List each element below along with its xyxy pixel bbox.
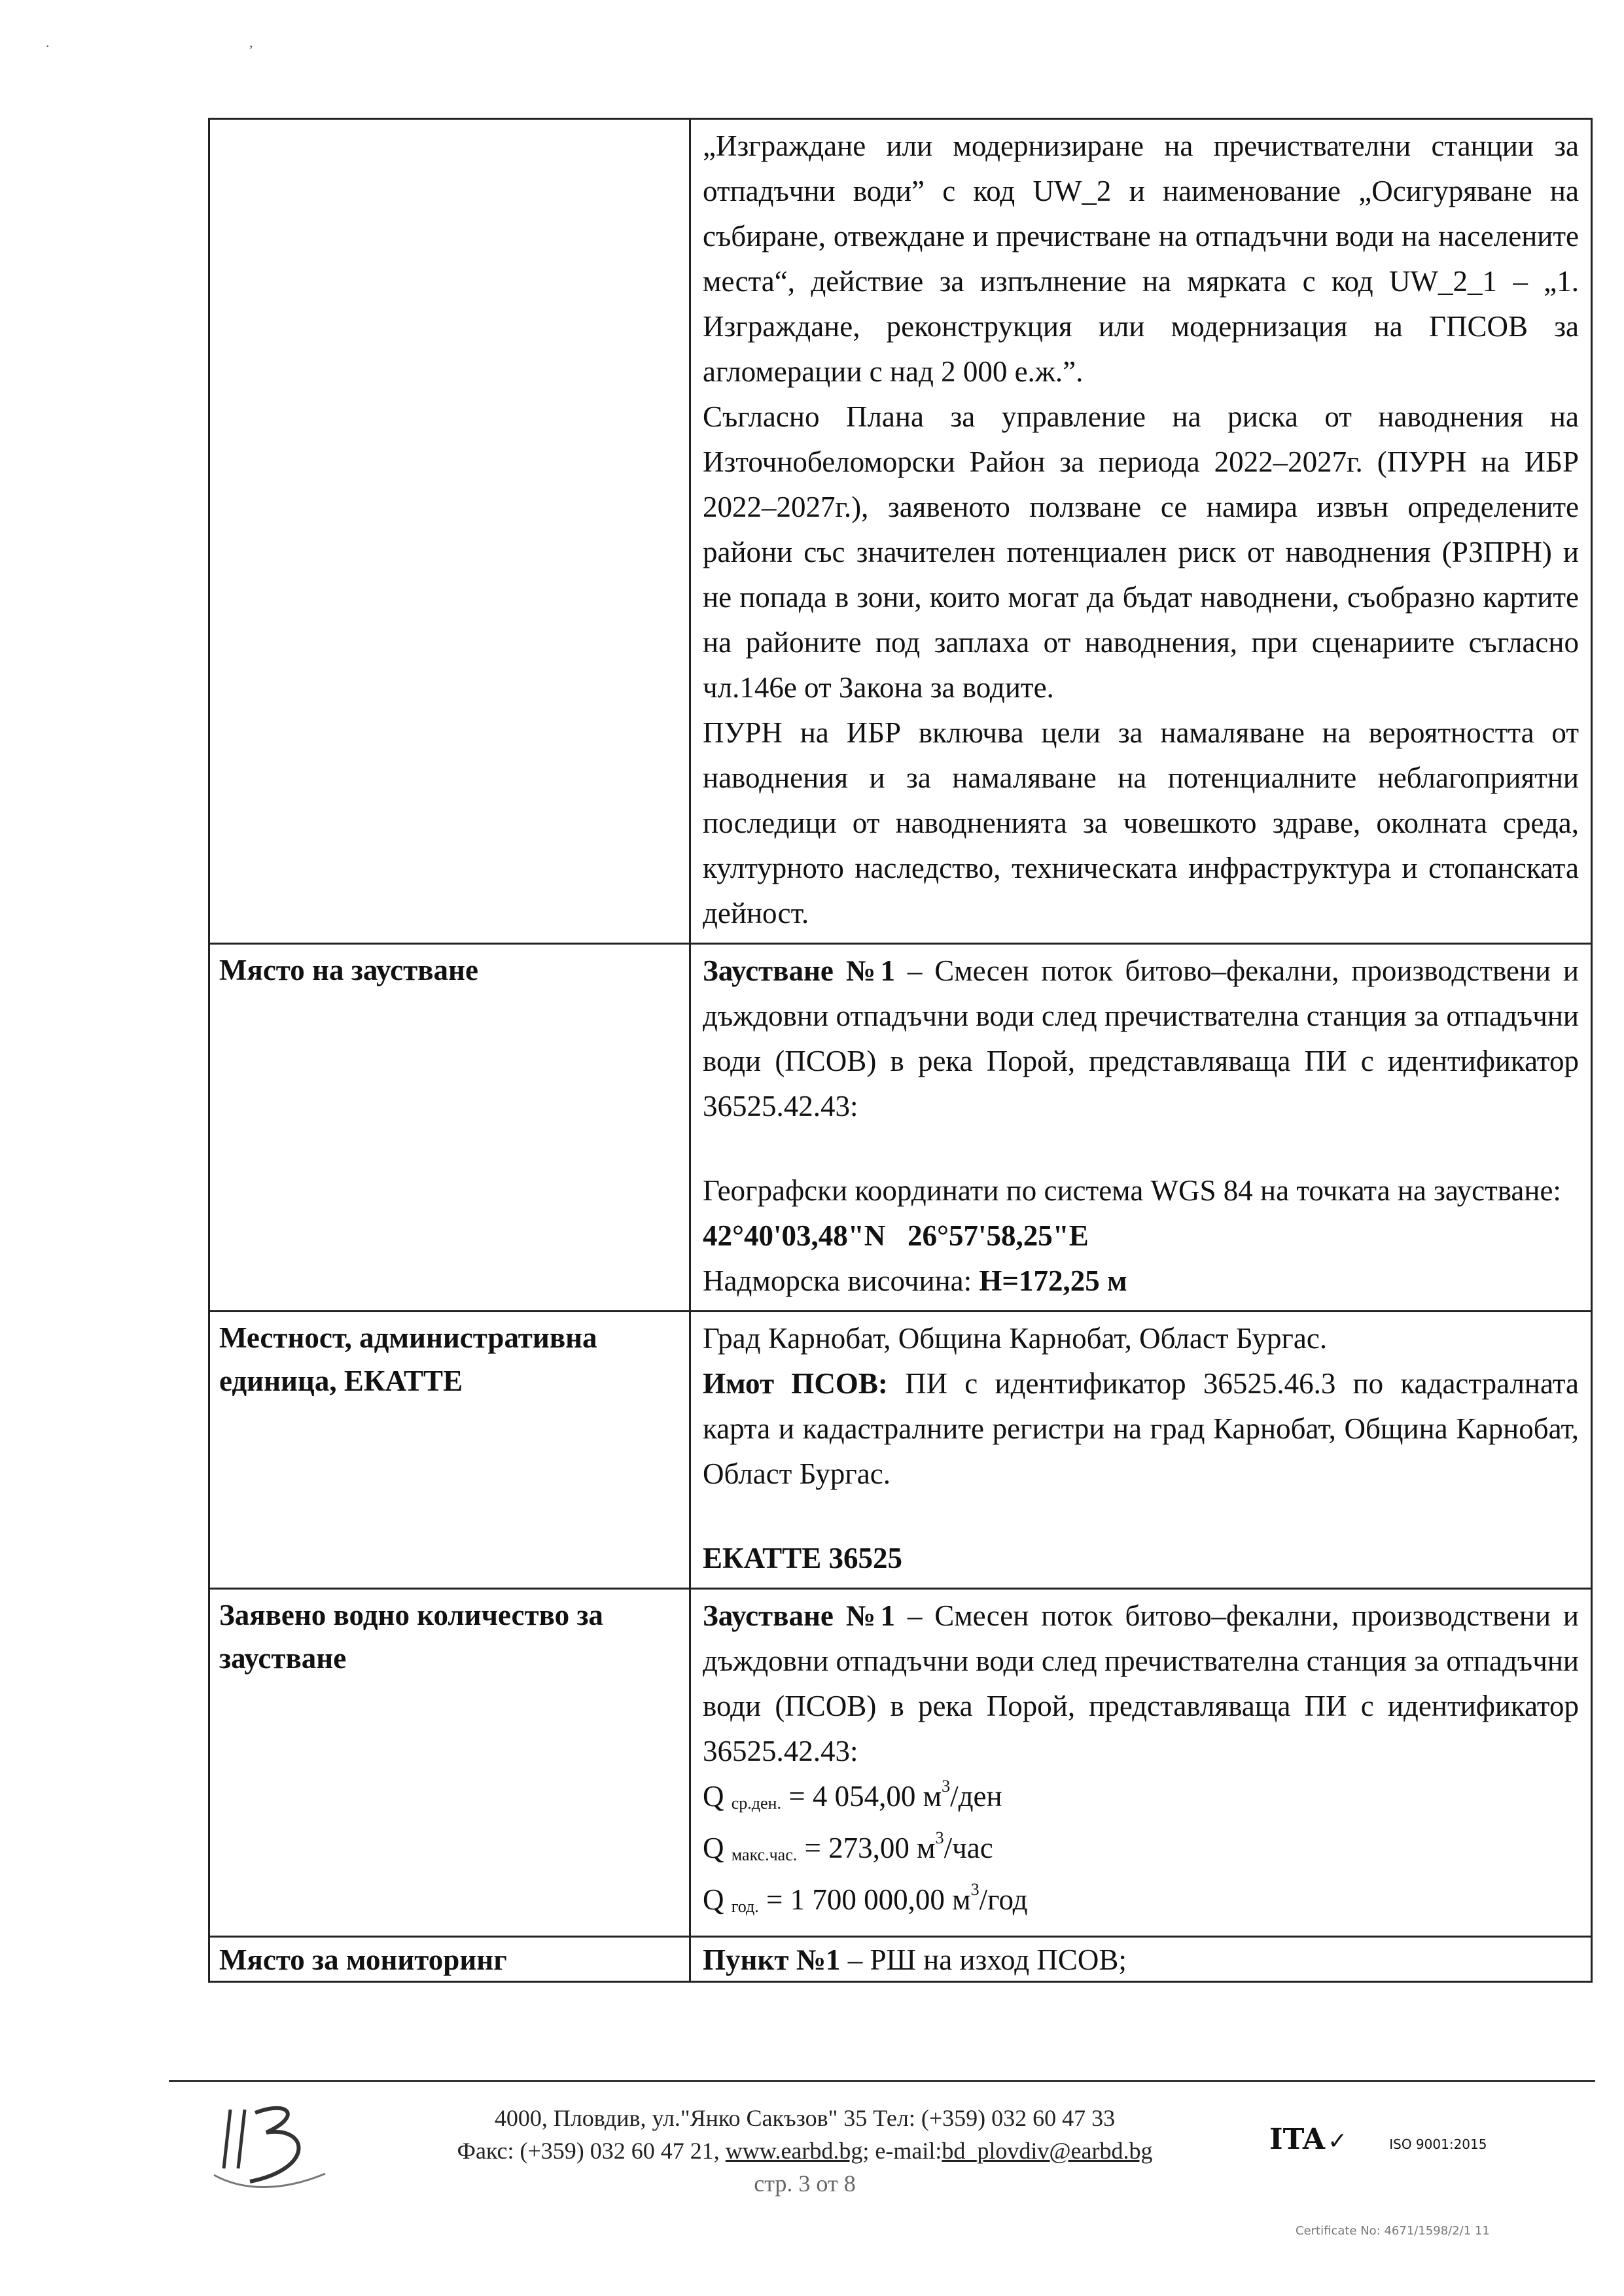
label-discharge-place: Място на заустване <box>209 944 690 1312</box>
certificate-number: Certificate No: 4671/1598/2/1 11 <box>1296 2224 1490 2238</box>
table-row <box>209 119 1592 944</box>
label-monitoring: Място за мониторинг <box>209 1937 690 1982</box>
footer-address: 4000, Пловдив, ул."Янко Сакъзов" 35 Тел: (+359) 032 60 47 33 <box>494 2105 1116 2131</box>
monitoring-point: Пункт №1 <box>703 1943 841 1976</box>
discharge-place-cell <box>690 944 1592 1312</box>
q-annual: Q $_{год.}$ = 1 700 000,00 $м^3$/год <box>703 1880 1028 1916</box>
check-icon: ✓ <box>1328 2128 1348 2154</box>
table-row <box>209 1589 1592 1937</box>
scan-marks: . , <box>46 34 351 50</box>
altitude-value: H=172,25 м <box>979 1264 1127 1297</box>
footer-divider <box>169 2080 1595 2082</box>
q-daily-average: Q $_{ср.ден.}$ = 4 054,00 $м^3$/ден <box>703 1777 1002 1813</box>
label-locality: Местност, административна единица, ЕКАТТЕ <box>209 1312 690 1589</box>
flood-plan-cell <box>690 119 1592 944</box>
q-hourly-max: Q $_{макс.час.}$ = 273,00 $м^3$/час <box>703 1828 993 1864</box>
declared-quantity-cell <box>690 1589 1592 1937</box>
paragraph-measure: „Изграждане или модернизиране на пречиствателни станции за отпадъчни води” с код UW_2 и наименование „Осигуряване на събиране, отвеждане и пречистване на отпадъчни води на населените места“, действие за изпълнение на мярката с код UW_2_1 – „1. Изграждане, реконструкция или модернизация на ГПСОВ за агломерации с над 2 000 е.ж.”. <box>703 130 1579 388</box>
paragraph-flood-goals: ПУРН на ИБР включва цели за намаляване на вероятността от наводнения и за намаляване на потенциалните неблагоприятни последици от наводненията за човешкото здраве, околната среда, културното наследство, техническата инфраструктура и стопанската дейност. <box>703 716 1579 930</box>
discharge-number: Заустване №1 <box>703 1599 896 1632</box>
ekatte-code: ЕКАТТЕ 36525 <box>703 1542 902 1574</box>
locality-cell <box>690 1312 1592 1589</box>
coords-intro: Географски координати по система WGS 84 на точката на заустване: <box>703 1174 1561 1207</box>
coordinates: 42°40'03,48"N 26°57'58,25"E <box>703 1219 1089 1252</box>
quantity-description: Заустване №1 – Смесен поток битово–фекални, производствени и дъждовни отпадъчни води след пречиствателна станция за отпадъчни води (ПСОВ) в река Порой, представляваща ПИ с идентификатор 36525.42.43: <box>703 1599 1579 1767</box>
monitoring-cell: Пункт №1 – РШ на изход ПСОВ; <box>690 1937 1592 1982</box>
empty-label-cell <box>209 119 690 944</box>
property-description: Имот ПСОВ: ПИ с идентификатор 36525.46.3 по кадастралната карта и кадастралните регистри на град Карнобат, Община Карнобат, Област Бургас. <box>703 1367 1580 1490</box>
footer-contacts <box>366 2102 1243 2200</box>
label-declared-quantity: Заявено водно количество за заустване <box>209 1589 690 1937</box>
table-row <box>209 1312 1592 1589</box>
property-lead: Имот ПСОВ: <box>703 1367 888 1400</box>
discharge-number: Заустване №1 <box>703 954 896 987</box>
altitude: Надморска височина: H=172,25 м <box>703 1264 1127 1297</box>
basin-directorate-logo-icon <box>204 2096 335 2195</box>
footer-fax-line: Факс: (+359) 032 60 47 21, www.earbd.bg; e-mail:bd_plovdiv@earbd.bg <box>457 2138 1153 2164</box>
page-number: стр. 3 от 8 <box>754 2170 856 2197</box>
certification-mark <box>1269 2123 1544 2162</box>
discharge-description: Заустване №1 – Смесен поток битово–фекални, производствени и дъждовни отпадъчни води след пречиствателна станция за отпадъчни води (ПСОВ) в река Порой, представляваща ПИ с идентификатор 36525.42.43: <box>703 954 1579 1122</box>
paragraph-flood-plan: Съгласно Плана за управление на риска от наводнения на Източнобеломорски Район за периода 2022–2027г. (ПУРН на ИБР 2022–2027г.), заявеното ползване се намира извън определените райони със значителен потенциален риск от наводнения (РЗПРН) и не попада в зони, които могат да бъдат наводнени, съобразно картите на районите под заплаха от наводнения, при сценариите съгласно чл.146е от Закона за водите. <box>703 400 1579 704</box>
locality-line: Град Карнобат, Община Карнобат, Област Бургас. <box>703 1322 1328 1355</box>
cert-brand: ITA <box>1269 2123 1326 2156</box>
table-row <box>209 944 1592 1312</box>
table-row <box>209 1937 1592 1982</box>
email-link[interactable]: bd_plovdiv@earbd.bg <box>942 2138 1153 2164</box>
permit-table <box>208 118 1593 1983</box>
iso-label: ISO 9001:2015 <box>1389 2136 1487 2152</box>
website-link[interactable]: www.earbd.bg <box>725 2138 863 2164</box>
